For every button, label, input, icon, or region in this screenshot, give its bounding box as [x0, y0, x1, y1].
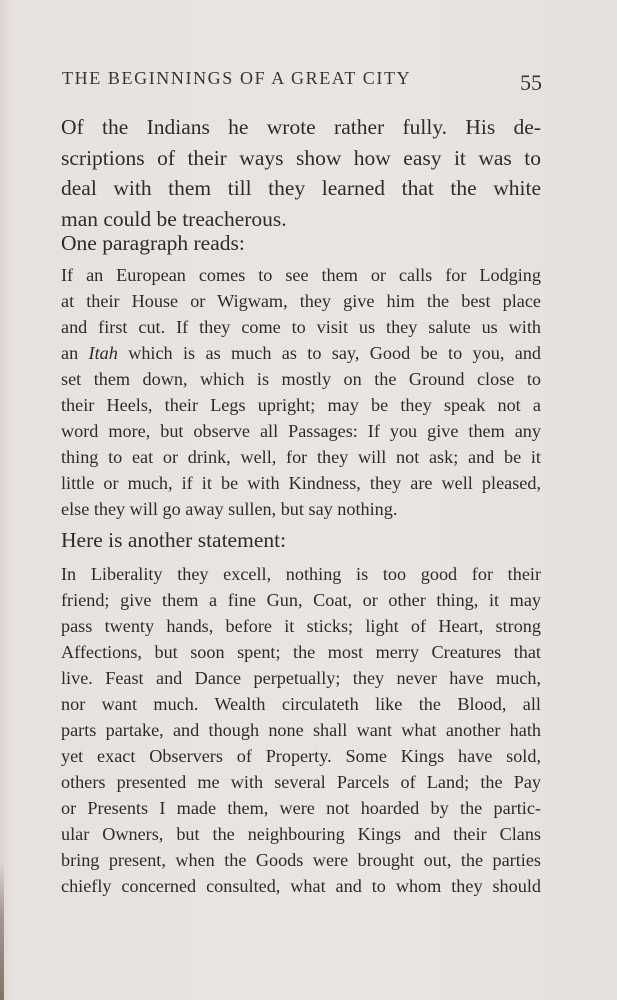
paragraph-line: scriptions of their ways show how easy it was to	[61, 145, 541, 170]
page-number: 55	[520, 70, 542, 95]
running-head	[62, 68, 542, 98]
quote-line: ular Owners, but the neighbouring Kings and their Clans	[61, 824, 541, 844]
paragraph-indians	[61, 112, 541, 234]
intro-one-paragraph	[61, 228, 541, 259]
quote-line: pass twenty hands, before it sticks; light of Heart, strong	[61, 616, 541, 636]
quote-line: In Liberality they excell, nothing is too good for their	[61, 564, 541, 584]
quote-line: parts partake, and though none shall want what another hath	[61, 720, 541, 740]
quote-line: nor want much. Wealth circulateth like the Blood, all	[61, 694, 541, 714]
intro-text: Here is another statement:	[61, 528, 287, 552]
quote-line: or Presents I made them, were not hoarded by the partic-	[61, 798, 541, 818]
quote-line: word more, but observe all Passages: If you give them any	[61, 421, 541, 441]
quote-line: and first cut. If they come to visit us they salute us with	[61, 317, 541, 337]
italic-word-itah: Itah	[88, 343, 118, 363]
quotation-liberality	[61, 561, 541, 899]
page-gutter-shadow	[0, 860, 4, 1000]
quote-line: chiefly concerned consulted, what and to whom they should	[61, 876, 541, 896]
quote-line: live. Feast and Dance perpetually; they never have much,	[61, 668, 541, 688]
quote-line-itah	[61, 340, 541, 366]
quote-line: little or much, if it be with Kindness, they are well pleased,	[61, 473, 541, 493]
paragraph-line: deal with them till they learned that the white	[61, 176, 541, 200]
paragraph-line: man could be treacherous.	[61, 206, 287, 231]
paragraph-line: Of the Indians he wrote rather fully. His de-	[61, 115, 541, 139]
quote-line: thing to eat or drink, well, for they will not ask; and be it	[61, 447, 541, 467]
running-title: THE BEGINNINGS OF A GREAT CITY	[62, 68, 412, 88]
quote-line: friend; give them a fine Gun, Coat, or other thing, it may	[61, 590, 541, 610]
quotation-hospitality	[61, 262, 541, 522]
intro-text: One paragraph reads:	[61, 231, 245, 255]
quote-line: yet exact Observers of Property. Some Kings have sold,	[61, 746, 541, 766]
quote-line: at their House or Wigwam, they give him the best place	[61, 291, 541, 311]
quote-word: an	[61, 343, 79, 363]
quote-word: which is as much as to say, Good be to you, and	[128, 343, 542, 363]
quote-line: set them down, which is mostly on the Ground close to	[61, 369, 541, 389]
quote-line: else they will go away sullen, but say nothing.	[61, 499, 398, 519]
quote-line: others presented me with several Parcels of Land; the Pay	[61, 772, 541, 792]
quote-line: bring present, when the Goods were brought out, the parties	[61, 850, 541, 870]
intro-another-statement	[61, 525, 541, 556]
quote-line: their Heels, their Legs upright; may be they speak not a	[61, 395, 541, 415]
quote-line: Affections, but soon spent; the most merry Creatures that	[61, 642, 541, 662]
quote-line: If an European comes to see them or calls for Lodging	[61, 265, 541, 285]
